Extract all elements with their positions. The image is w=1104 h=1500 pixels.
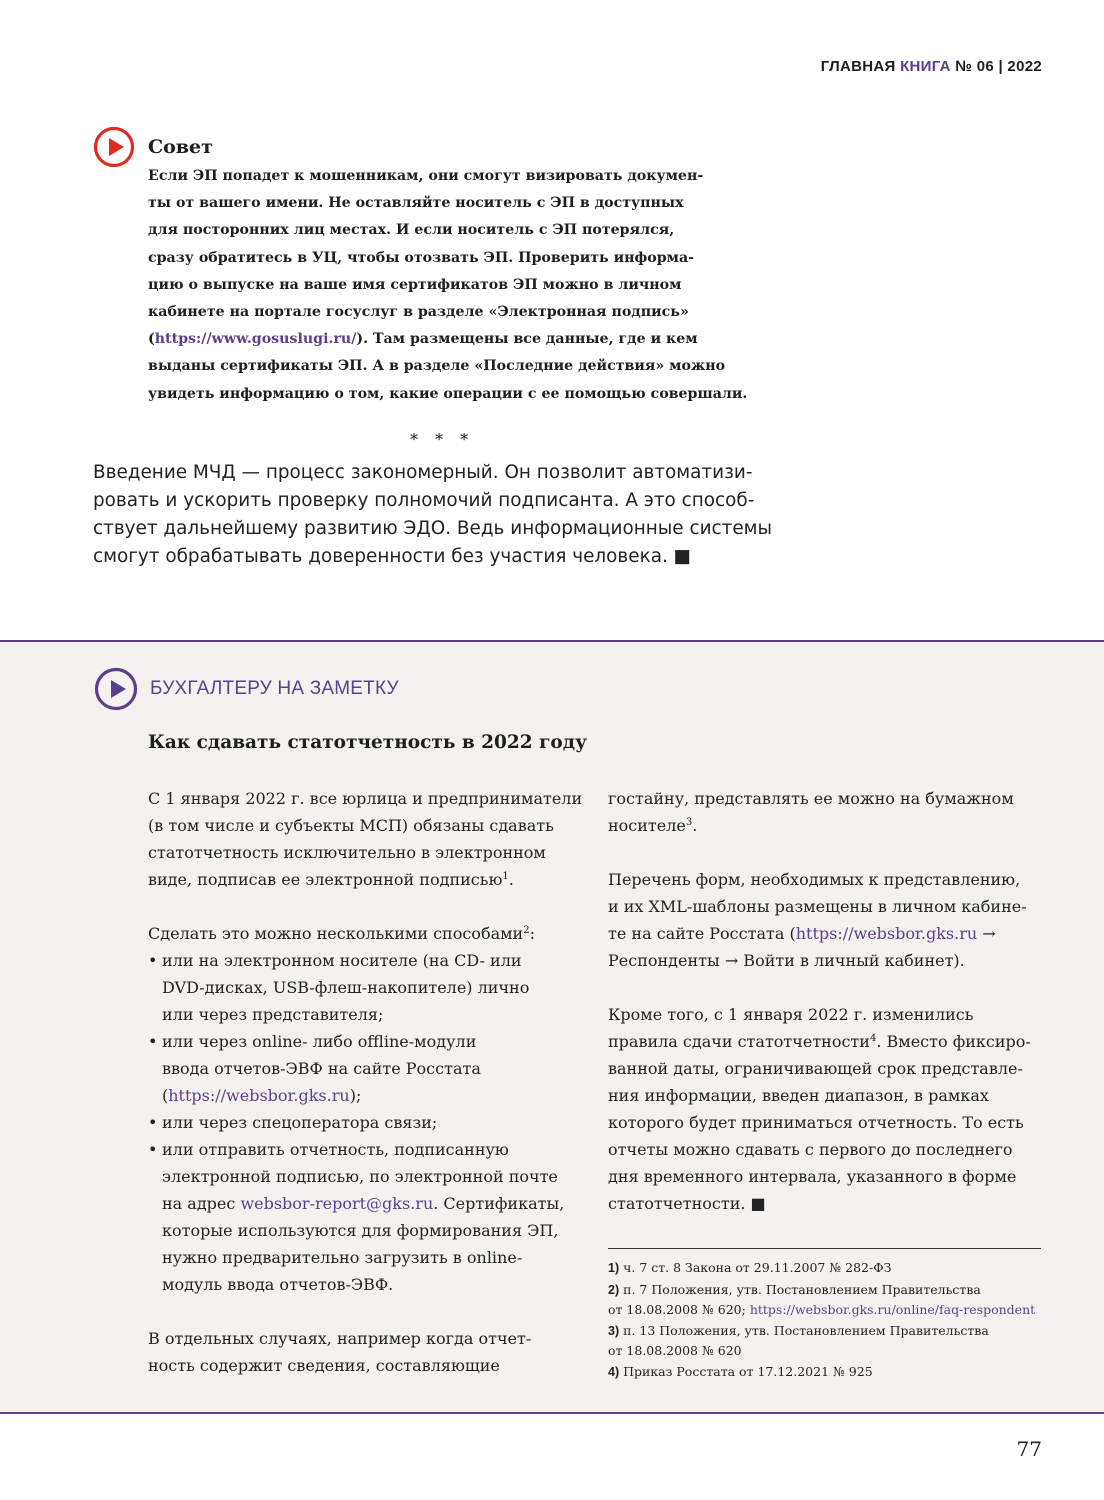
intro-line: ровать и ускорить проверку полномочий подписанта. А это способ- xyxy=(93,490,755,511)
text-line: гостайну, представлять ее можно на бумажном xyxy=(608,789,1014,808)
text-line: модуль ввода отчетов-ЭВФ. xyxy=(162,1275,394,1294)
footnote-text: п. 7 Положения, утв. Постановлением Правительства xyxy=(623,1282,981,1297)
tip-paren-open: ( xyxy=(148,331,155,348)
gosuslugi-link[interactable]: https://www.gosuslugi.ru/ xyxy=(154,331,357,348)
text-line xyxy=(148,866,568,893)
text-line: С 1 января 2022 г. все юрлица и предприниматели xyxy=(148,789,583,808)
page-number: 77 xyxy=(1016,1437,1042,1461)
footnote xyxy=(608,1280,1058,1319)
tip-line: ты от вашего имени. Не оставляйте носитель с ЭП в доступных xyxy=(148,195,684,212)
tip-line: цию о выпуске на ваше имя сертификатов ЭП можно в личном xyxy=(148,276,682,293)
text-fragment: ); xyxy=(349,1086,362,1105)
footnote-ref: 2 xyxy=(523,925,530,936)
text-line: дня временного интервала, указанного в форме xyxy=(608,1167,1017,1186)
footnote-number: 2) xyxy=(608,1283,620,1297)
text-fragment: . xyxy=(508,870,514,889)
footnote xyxy=(608,1321,1058,1360)
text-line xyxy=(148,920,568,947)
footnote-number: 3) xyxy=(608,1324,620,1338)
list-item xyxy=(148,1109,568,1136)
footnote-text: ч. 7 ст. 8 Закона от 29.11.2007 № 282-ФЗ xyxy=(623,1260,892,1275)
text-line xyxy=(608,812,1048,839)
text-line: (в том числе и субъекты МСП) обязаны сдавать xyxy=(148,816,554,835)
footnote-divider xyxy=(608,1248,1041,1249)
email-link[interactable]: websbor-report@gks.ru xyxy=(240,1194,434,1213)
text-line: DVD-дисках, USB-флеш-накопителе) лично xyxy=(162,978,530,997)
play-circle-icon xyxy=(94,667,138,711)
text-line: Респонденты → Войти в личный кабинет). xyxy=(608,951,965,970)
text-fragment: виде, подписав ее электронной подписью xyxy=(148,870,503,889)
websbor-link[interactable]: https://websbor.gks.ru xyxy=(795,924,978,943)
tip-line: кабинете на портале госуслуг в разделе «Электронная подпись» xyxy=(148,304,689,321)
text-fragment: те на сайте Росстата ( xyxy=(608,924,796,943)
text-fragment: Сделать это можно несколькими способами xyxy=(148,924,524,943)
tip-line: выданы сертификаты ЭП. А в разделе «Последние действия» можно xyxy=(148,358,726,375)
tip-body xyxy=(148,163,778,408)
tip-title: Совет xyxy=(148,136,213,158)
text-line: Перечень форм, необходимых к представлению, xyxy=(608,870,1021,889)
footnotes xyxy=(608,1258,1058,1384)
footnote-number: 4) xyxy=(608,1365,620,1379)
text-line xyxy=(608,1028,1048,1055)
tip-line: Если ЭП попадет к мошенникам, они смогут визировать докумен- xyxy=(148,168,704,184)
websbor-link[interactable]: https://websbor.gks.ru xyxy=(168,1086,350,1105)
text-line: ввода отчетов-ЭВФ на сайте Росстата xyxy=(162,1059,481,1078)
intro-paragraph xyxy=(93,459,783,571)
text-line: и их XML-шаблоны размещены в личном кабине- xyxy=(608,897,1027,916)
text-fragment: на адрес xyxy=(162,1194,241,1213)
masthead-issue: № 06 | 2022 xyxy=(955,58,1042,75)
footnote-text: п. 13 Положения, утв. Постановлением Правительства xyxy=(623,1323,989,1338)
text-fragment: . Вместо фиксиро- xyxy=(876,1032,1031,1051)
masthead xyxy=(821,58,1042,75)
note-box-label: БУХГАЛТЕРУ НА ЗАМЕТКУ xyxy=(150,678,399,699)
list-item xyxy=(148,1136,568,1298)
text-line: которые используются для формирования ЭП, xyxy=(162,1221,559,1240)
text-fragment: ( xyxy=(162,1086,169,1105)
note-left-column xyxy=(148,785,583,1379)
text-line: ния информации, введен диапазон, в рамках xyxy=(608,1086,989,1105)
text-fragment: . Сертификаты, xyxy=(433,1194,565,1213)
footnote xyxy=(608,1258,1058,1278)
text-line: • или через online- либо offline-модули xyxy=(162,1032,477,1051)
text-line xyxy=(608,1190,1048,1217)
text-line: • или отправить отчетность, подписанную xyxy=(162,1140,509,1159)
text-line: ванной даты, ограничивающей срок представле- xyxy=(608,1059,1023,1078)
text-line: ность содержит сведения, составляющие xyxy=(148,1356,500,1375)
intro-line-text: смогут обрабатывать доверенности без участия человека. xyxy=(93,546,668,567)
tip-line-text: ). Там размещены все данные, где и кем xyxy=(356,331,698,348)
text-fragment: правила сдачи статотчетности xyxy=(608,1032,870,1051)
text-line: • или на электронном носителе (на CD- или xyxy=(162,951,522,970)
faq-respondent-link[interactable]: https://websbor.gks.ru/online/faq-respondent xyxy=(749,1302,1036,1317)
footnote-text: от 18.08.2008 № 620; xyxy=(608,1302,750,1317)
play-circle-icon xyxy=(93,126,135,168)
intro-line: Введение МЧД — процесс закономерный. Он позволит автоматизи- xyxy=(93,462,753,483)
text-line: которого будет приниматься отчетность. То есть xyxy=(608,1113,1024,1132)
intro-line: ствует дальнейшему развитию ЭДО. Ведь информационные системы xyxy=(93,518,773,539)
footnote-ref: 1 xyxy=(502,871,509,882)
text-line: нужно предварительно загрузить в online- xyxy=(162,1248,523,1267)
end-mark: ■ xyxy=(673,546,692,567)
text-fragment: носителе xyxy=(608,816,686,835)
text-fragment: статотчетности. xyxy=(608,1194,746,1213)
footnote-number: 1) xyxy=(608,1261,620,1275)
text-line: статотчетность исключительно в электронном xyxy=(148,843,546,862)
text-line: электронной подписью, по электронной почте xyxy=(162,1167,558,1186)
masthead-title-accent: КНИГА xyxy=(900,58,951,75)
text-fragment: : xyxy=(529,924,535,943)
tip-line xyxy=(148,326,778,353)
text-fragment: . xyxy=(692,816,698,835)
text-line xyxy=(162,1190,568,1217)
text-line: отчеты можно сдавать с первого до последнего xyxy=(608,1140,1013,1159)
tip-line: сразу обратитесь в УЦ, чтобы отозвать ЭП. Проверить информа- xyxy=(148,249,695,266)
footnote-text: Приказ Росстата от 17.12.2021 № 925 xyxy=(623,1364,873,1379)
footnote-ref: 3 xyxy=(685,817,693,828)
tip-line: увидеть информацию о том, какие операции с ее помощью совершали. xyxy=(148,385,748,402)
text-line xyxy=(162,1082,568,1109)
note-box-title: Как сдавать статотчетность в 2022 году xyxy=(148,732,587,753)
footnote xyxy=(608,1362,1058,1382)
text-line: или через представителя; xyxy=(162,1005,384,1024)
text-fragment: → xyxy=(977,924,996,943)
text-line: В отдельных случаях, например когда отчет- xyxy=(148,1329,532,1348)
end-mark: ■ xyxy=(750,1194,766,1213)
masthead-title: ГЛАВНАЯ xyxy=(820,58,896,75)
tip-line: для посторонних лиц местах. И если носитель с ЭП потерялся, xyxy=(148,222,675,239)
text-line xyxy=(608,920,1048,947)
footnote-text: от 18.08.2008 № 620 xyxy=(608,1343,742,1358)
list-item xyxy=(148,947,568,1028)
intro-line xyxy=(93,543,783,571)
text-line: • или через спецоператора связи; xyxy=(162,1113,438,1132)
footnote-ref: 4 xyxy=(869,1033,877,1044)
text-line: Кроме того, с 1 января 2022 г. изменились xyxy=(608,1005,974,1024)
section-divider-stars: * * * xyxy=(410,430,475,449)
note-right-column xyxy=(608,785,1048,1217)
list-item xyxy=(148,1028,568,1109)
